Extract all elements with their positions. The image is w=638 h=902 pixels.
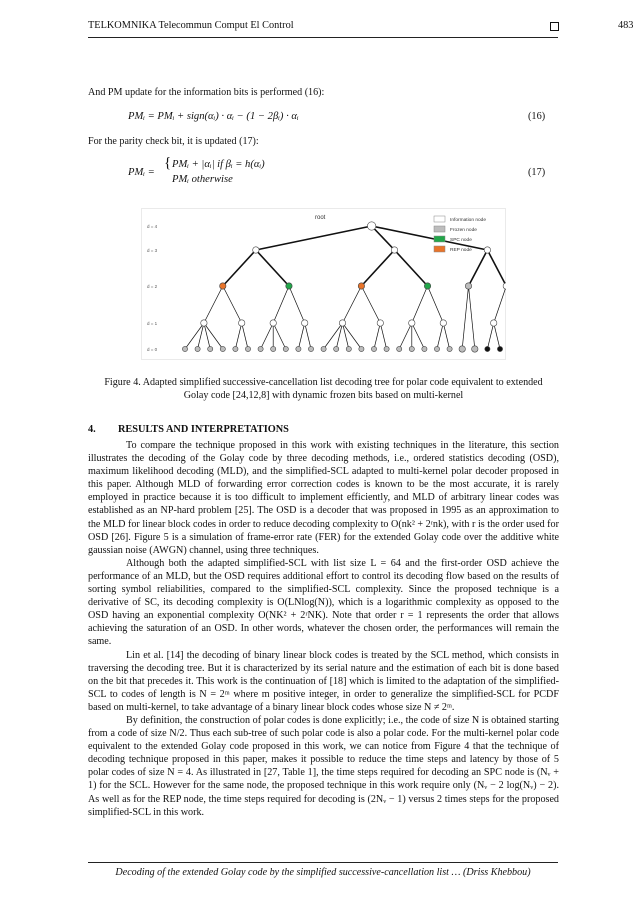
tree-node (208, 346, 213, 351)
page-header (88, 17, 634, 38)
figure-caption (88, 376, 559, 402)
section-number: 4. (88, 424, 96, 435)
depth-label: d = 0 (147, 347, 158, 352)
tree-node (258, 346, 263, 351)
body-text (88, 439, 559, 819)
legend-swatch (434, 216, 445, 222)
section-title: RESULTS AND INTERPRETATIONS (118, 424, 289, 435)
tree-node (409, 346, 414, 351)
depth-label: d = 1 (147, 321, 158, 326)
tree-node (359, 346, 364, 351)
checkbox-icon (550, 22, 559, 31)
tree-node (302, 320, 308, 326)
equation-17-case2: PMᵢ otherwise (172, 174, 233, 185)
tree-node (233, 346, 238, 351)
tree-node (472, 346, 478, 352)
tree-node (182, 346, 187, 351)
intro-line: And PM update for the information bits is performed (16): (88, 87, 325, 98)
tree-node (384, 346, 389, 351)
tree-node (491, 320, 497, 326)
tree-node (245, 346, 250, 351)
legend-label: Information node (450, 218, 487, 223)
paragraph-2: Although both the adapted simplified-SCL with list size L = 64 and the first-order OSD achieve the performance of an MLD, but the OSD requires additional effort to control its decoding flow based on the results of sorting symbol reliabilities, compared to the simplified-SCL complexity. Since the proposed technique is a derivative of SC, its decoding complexity is O(LNlog(N)), which is a logarithmic complexity as opposed to the OSD having an exponential complexity O(NK² + 2ʳNK). Note that order r = 1 represents the order that allows achieving the saturation of an OSD. In other words, whatever the chosen order, the performances will remain the same. (88, 557, 559, 648)
tree-node (367, 222, 375, 230)
legend-label: Frozen node (450, 228, 477, 233)
tree-node (358, 283, 364, 289)
tree-node (308, 346, 313, 351)
tree-node (409, 320, 415, 326)
tree-node (201, 320, 207, 326)
caption-line-2: Golay code [24,12,8] with dynamic frozen bits based on multi-kernel (183, 390, 464, 401)
tree-node (321, 346, 326, 351)
equation-17-lhs: PMᵢ = (128, 167, 155, 178)
paragraph-1: To compare the technique proposed in this work with existing techniques in the literature, this section illustrates the decoding of the Golay code by three decoding methods, i.e., ordered statistics decoding (OSD), maximum likelihood decoding (MLD), and the simplified-SCL adapted to multi-kernel polar decoder proposed in this paper. Although MLD of forwarding error correction codes is known to be the most accurate, it is rarely employed in practice because it is too difficult to implement efficiently, and MLD of arbitrary linear codes was established as an NP-hard problem [25]. The OSD is a decoder that was proposed in 1995 as an approximation to the MLD for linear block codes in order to reduce decoding complexity to O(nk² + 2ʳnk), with r is the order used for OSD [26]. Figure 5 is a simulation of frame-error rate (FER) for the extended Golay code over the additive white gaussian noise (AWGN) channel, using three techniques. (88, 440, 559, 556)
root-label: root (315, 215, 326, 221)
tree-node (195, 346, 200, 351)
section-heading (88, 424, 289, 435)
page-number: 483 (618, 20, 634, 31)
caption-line-1: Figure 4. Adapted simplified successive-cancellation list decoding tree for polar code equivalent to extended (104, 377, 543, 388)
legend-swatch (434, 226, 445, 232)
page-footer: Decoding of the extended Golay code by the simplified successive-cancellation list … (Driss Khebbou) (88, 862, 558, 878)
tree-node (339, 320, 345, 326)
equation-16: PMᵢ = PMᵢ + sign(αᵢ) · αᵢ − (1 − 2βᵢ) · αᵢ (128, 111, 299, 122)
depth-label: d = 2 (147, 284, 158, 289)
tree-node (497, 346, 502, 351)
decoding-tree-figure (141, 208, 506, 360)
brace-icon: { (164, 155, 172, 171)
tree-node (270, 320, 276, 326)
tree-node (465, 283, 471, 289)
tree-node (286, 283, 292, 289)
tree-node (334, 346, 339, 351)
depth-label: d = 4 (147, 224, 158, 229)
tree-node (422, 346, 427, 351)
paragraph-4: By definition, the construction of polar codes is done explicitly; i.e., the code of size N is obtained starting from a code of size N/2. Thus each sub-tree of such polar code is also a polar code. For the multi-kernel polar code equivalent to the extended Golay code proposed in this work, we can notice from Figure 4 that the technique of decoding technique proposed in this paper, makes it possible to reduce the time steps and latency by those of 5 polar codes of size N = 4. As illustrated in [27, Table 1], the time steps required for decoding an SPC node is (Nᵥ + 1) for the SCL. However for the same node, the proposed technique in this work require only (Nᵥ − 2 log(Nᵥ) − 2). As well as for the REP node, the time steps required for decoding is (2Nᵥ − 1) versus 2 times steps for the proposed simplified-SCL in this work. (88, 714, 559, 818)
equation-17-number: (17) (528, 167, 546, 178)
tree-node (346, 346, 351, 351)
tree-node (397, 346, 402, 351)
equation-16-number: (16) (528, 111, 546, 122)
tree-node (485, 346, 490, 351)
tree-node (440, 320, 446, 326)
tree-node (377, 320, 383, 326)
tree-node (296, 346, 301, 351)
tree-node (434, 346, 439, 351)
equation-17-case1: PMᵢ + |αᵢ| if βᵢ = h(αᵢ) (172, 159, 265, 170)
tree-node (371, 346, 376, 351)
tree-node (484, 247, 490, 253)
tree-node (424, 283, 430, 289)
journal-name: TELKOMNIKA Telecommun Comput El Control (88, 20, 294, 31)
tree-node (391, 247, 397, 253)
tree-node (220, 283, 226, 289)
tree-node (239, 320, 245, 326)
tree-node (220, 346, 225, 351)
tree-node (447, 346, 452, 351)
legend-label: REP node (450, 248, 472, 253)
tree-node (253, 247, 259, 253)
tree-node (459, 346, 465, 352)
tree-node (283, 346, 288, 351)
tree-node (271, 346, 276, 351)
depth-label: d = 3 (147, 248, 158, 253)
paragraph-3: Lin et al. [14] the decoding of binary linear block codes is treated by the SCL method, which consists in traversing the decoding tree. But it is characterized by its serial nature and the estimation of each bit is done based on the bit that precedes it. This work is the continuation of [18] which is limited to the adaptation of the simplified-SCL to codes of length is N = 2ᵐ where m positive integer, in order to generalize the simplified-SCL for PCDF based on multi-kernel, to take advantage of a binary linear block codes whose size N ≠ 2ᵐ. (88, 649, 559, 713)
legend-swatch (434, 236, 445, 242)
parity-line: For the parity check bit, it is updated (17): (88, 136, 259, 147)
legend-swatch (434, 246, 445, 252)
legend-label: SPC node (450, 238, 472, 243)
